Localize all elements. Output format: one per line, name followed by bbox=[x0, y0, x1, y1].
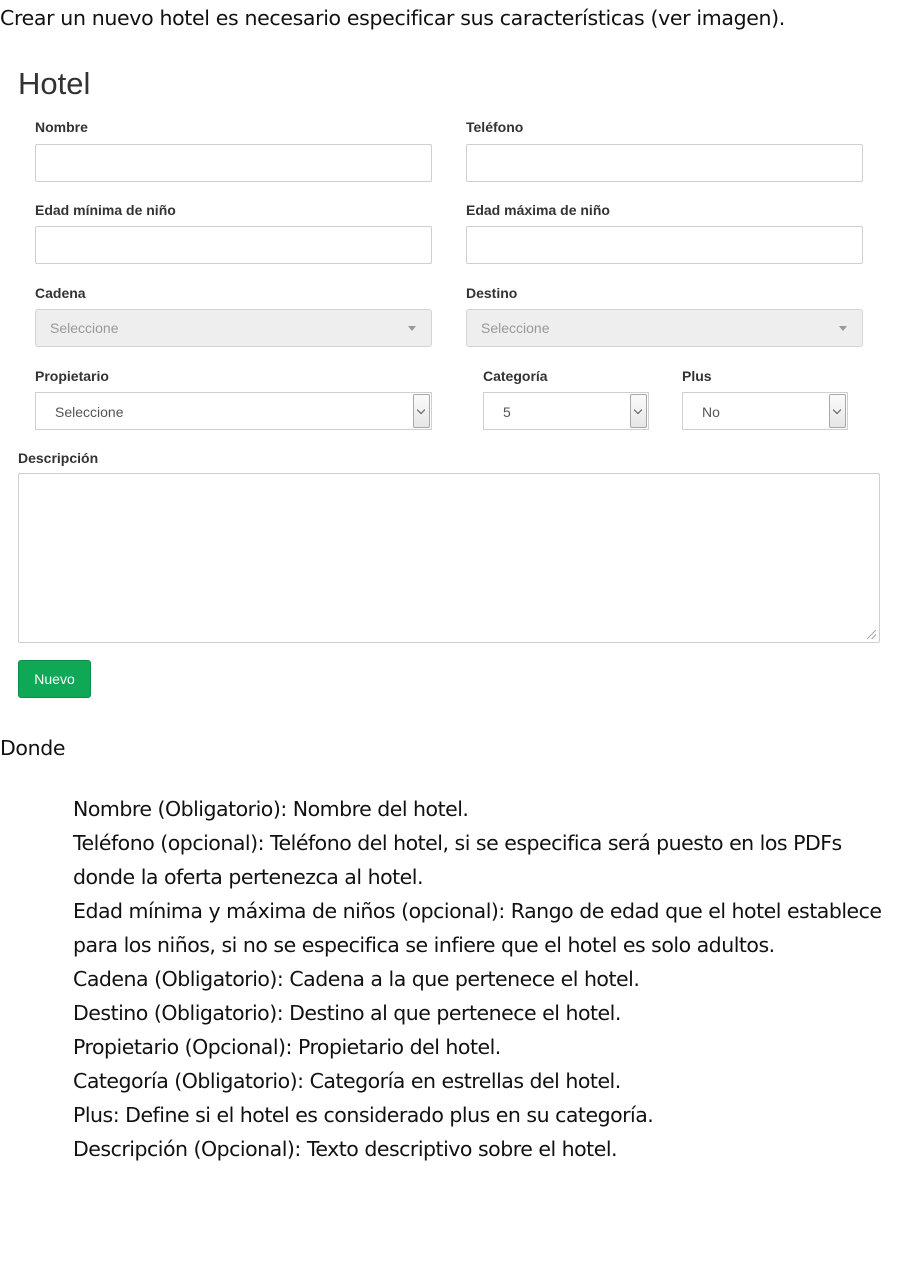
propietario-select-value: Seleccione bbox=[55, 404, 124, 420]
categoria-select[interactable] bbox=[483, 392, 649, 430]
telefono-input[interactable] bbox=[466, 144, 863, 182]
categoria-select-value: 5 bbox=[503, 404, 511, 420]
cadena-select[interactable] bbox=[35, 309, 432, 347]
telefono-label: Teléfono bbox=[466, 119, 524, 135]
definition-item: Categoría (Obligatorio): Categoría en estrellas del hotel. bbox=[73, 1069, 621, 1093]
plus-select[interactable] bbox=[682, 392, 848, 430]
chevron-down-icon[interactable] bbox=[829, 394, 846, 428]
nombre-label: Nombre bbox=[35, 119, 88, 135]
propietario-label: Propietario bbox=[35, 368, 109, 384]
propietario-select[interactable] bbox=[35, 392, 432, 430]
descripcion-label: Descripción bbox=[18, 450, 99, 466]
definition-item: Teléfono (opcional): Teléfono del hotel, si se especifica será puesto en los PDFs donde la oferta pertenezca al hotel. bbox=[73, 831, 842, 889]
edad-maxima-input[interactable] bbox=[466, 226, 863, 264]
edad-maxima-label: Edad máxima de niño bbox=[466, 202, 610, 218]
plus-label: Plus bbox=[682, 368, 712, 384]
edad-minima-label: Edad mínima de niño bbox=[35, 202, 176, 218]
definition-item: Destino (Obligatorio): Destino al que pertenece el hotel. bbox=[73, 1001, 621, 1025]
destino-select[interactable] bbox=[466, 309, 863, 347]
donde-heading: Donde bbox=[0, 736, 66, 760]
caret-down-icon bbox=[408, 326, 416, 331]
definitions-list bbox=[73, 792, 903, 1166]
intro-text: Crear un nuevo hotel es necesario especificar sus características (ver imagen). bbox=[0, 6, 785, 30]
definition-item: Cadena (Obligatorio): Cadena a la que pertenece el hotel. bbox=[73, 967, 640, 991]
caret-down-icon bbox=[839, 326, 847, 331]
form-title: Hotel bbox=[18, 66, 91, 101]
resize-handle-icon[interactable] bbox=[867, 630, 876, 639]
descripcion-textarea[interactable] bbox=[18, 473, 880, 643]
definition-item: Descripción (Opcional): Texto descriptivo sobre el hotel. bbox=[73, 1137, 618, 1161]
destino-select-value: Seleccione bbox=[481, 320, 550, 336]
definition-item: Edad mínima y máxima de niños (opcional): Rango de edad que el hotel establece para los niños, si no se especifica se infiere que el hotel es solo adultos. bbox=[73, 899, 882, 957]
categoria-label: Categoría bbox=[483, 368, 548, 384]
edad-minima-input[interactable] bbox=[35, 226, 432, 264]
cadena-label: Cadena bbox=[35, 285, 86, 301]
destino-label: Destino bbox=[466, 285, 518, 301]
chevron-down-icon[interactable] bbox=[630, 394, 647, 428]
nombre-input[interactable] bbox=[35, 144, 432, 182]
chevron-down-icon[interactable] bbox=[413, 394, 430, 428]
nuevo-button[interactable]: Nuevo bbox=[18, 660, 91, 698]
definition-item: Nombre (Obligatorio): Nombre del hotel. bbox=[73, 797, 469, 821]
definition-item: Propietario (Opcional): Propietario del hotel. bbox=[73, 1035, 501, 1059]
definition-item: Plus: Define si el hotel es considerado plus en su categoría. bbox=[73, 1103, 654, 1127]
plus-select-value: No bbox=[702, 404, 720, 420]
cadena-select-value: Seleccione bbox=[50, 320, 119, 336]
